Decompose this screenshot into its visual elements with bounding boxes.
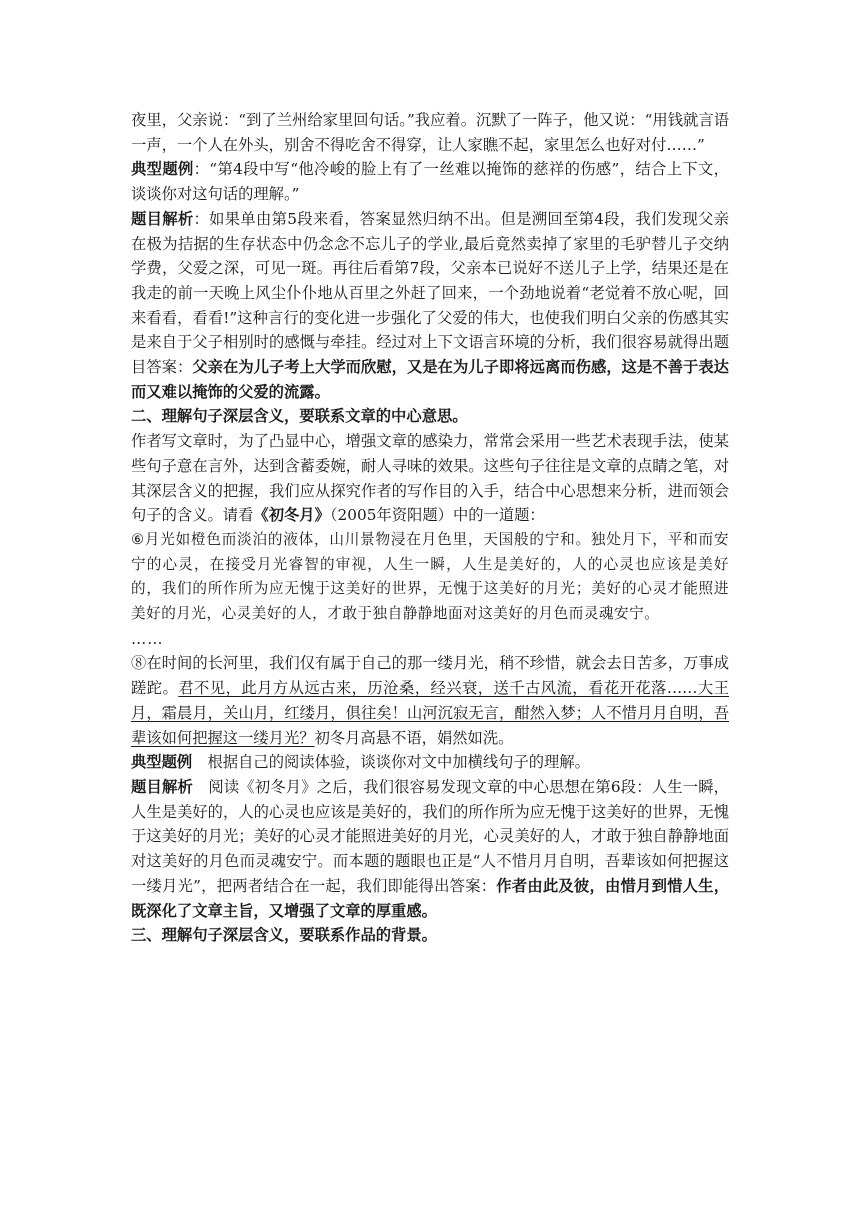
analysis-label: 题目解析 xyxy=(131,777,193,796)
paragraph-intro-2 xyxy=(131,429,729,528)
ellipsis xyxy=(131,627,729,652)
ellipsis-text: …… xyxy=(131,629,164,648)
article-title: 《初冬月》 xyxy=(253,506,330,525)
excerpt-text: ⑥月光如橙色而淡泊的液体，山川景物浸在月色里，天国般的宁和。独处月下，平和而安宁的心灵，在接受月光睿智的审视，人生一瞬，人生是美好的，人的心灵也应该是美好的，我们的所作所为应无愧于这美好的世界，无愧于这美好的月光；美好的心灵才能照进美好的月光，心灵美好的人，才敢于独自静静地面对这美好的月色而灵魂安宁。 xyxy=(131,530,729,623)
answer-text: 父亲在为儿子考上大学而欣慰，又是在为儿子即将远离而伤感，这是不善于表达而又难以掩饰的父爱的流露。 xyxy=(131,358,729,401)
excerpt-text: 初冬月高悬不语，娟然如洗。 xyxy=(314,728,514,747)
document-body xyxy=(131,108,729,948)
excerpt-paragraph-6 xyxy=(131,528,729,627)
paragraph-father-quote xyxy=(131,108,729,157)
example-label: 典型题例 xyxy=(131,160,194,179)
paragraph-text: 阅读《初冬月》之后，我们很容易发现文章的中心思想在第6段：人生一瞬，人生是美好的，人的心灵也应该是美好的，我们的所作所为应无愧于这美好的世界，无愧于这美好的月光；美好的心灵才能照进美好的月光，心灵美好的人，才敢于独自静静地面对这美好的月色而灵魂安宁。而本题的题眼也正是“人不惜月月自明，吾辈该如何把握这一缕月光”，把两者结合在一起，我们即能得出答案： xyxy=(131,777,729,895)
excerpt-text: ⑧在时间的长河里，我们仅有属于自己的那一缕月光，稍不珍惜，就会去日苦多，万事成蹉跎。 xyxy=(131,654,729,698)
section-heading-3 xyxy=(131,923,729,948)
heading-text: 三、理解句子深层含义，要联系作品的背景。 xyxy=(131,926,437,945)
paragraph-text: 根据自己的阅读体验，谈谈你对文中加横线句子的理解。 xyxy=(192,753,590,772)
example-label: 典型题例 xyxy=(131,753,193,772)
heading-text: 二、理解句子深层含义，要联系文章的中心意思。 xyxy=(131,407,468,426)
paragraph-text: 作者写文章时，为了凸显中心，增强文章的感染力，常常会采用一些艺术表现手法，使某些句子意在言外，达到含蓄委婉，耐人寻味的效果。这些句子往往是文章的点睛之笔，对其深层含义的把握，我们应从探究作者的写作目的入手，结合中心思想来分析，进而领会句子的含义。请看 xyxy=(131,432,729,525)
paragraph-example-question-1 xyxy=(131,157,729,206)
excerpt-paragraph-8 xyxy=(131,651,729,750)
paragraph-example-question-2 xyxy=(131,750,729,775)
paragraph-text: ：“第4段中写“他冷峻的脸上有了一丝难以掩饰的慈祥的伤感”，结合上下文，谈谈你对这句话的理解。” xyxy=(131,160,729,204)
analysis-label: 题目解析 xyxy=(131,209,194,228)
paragraph-analysis-1 xyxy=(131,207,729,405)
paragraph-text: 夜里，父亲说：“到了兰州给家里回句话。”我应着。沉默了一阵子，他又说：“用钱就言语一声，一个人在外头，别舍不得吃舍不得穿，让人家瞧不起，家里怎么也好对付……” xyxy=(131,111,729,154)
section-heading-2 xyxy=(131,404,729,429)
paragraph-text: ：如果单由第5段来看，答案显然归纳不出。但是溯回至第4段，我们发现父亲在极为拮据的生存状态中仍念念不忘儿子的学业,最后竟然卖掉了家里的毛驴替儿子交纳学费，父爱之深，可见一斑。再往后看第7段，父亲本已说好不送儿子上学，结果还是在我走的前一天晚上风尘仆仆地从百里之外赶了回来，一个劲地说着“老觉着不放心呢，回来看看，看看!”这种言行的变化进一步强化了父爱的伟大，也使我们明白父亲的伤感其实是来自于父子相别时的感慨与牵挂。经过对上下文语言环境的分析，我们很容易就得出题目答案： xyxy=(131,209,729,377)
paragraph-analysis-2 xyxy=(131,775,729,923)
paragraph-text: （2005年资阳题）中的一道题： xyxy=(329,506,545,525)
underlined-sentence: 君不见，此月方从远古来，历沧桑，经兴衰，送千古风流，看花开花落……大王月，霜晨月，关山月，红缕月，俱往矣！山河沉寂无言，酣然入梦；人不惜月月自明，吾辈该如何把握这一缕月光？ xyxy=(131,679,729,747)
answer-text: 作者由此及彼，由惜月到惜人生，既深化了文章主旨，又增强了文章的厚重感。 xyxy=(131,876,729,920)
